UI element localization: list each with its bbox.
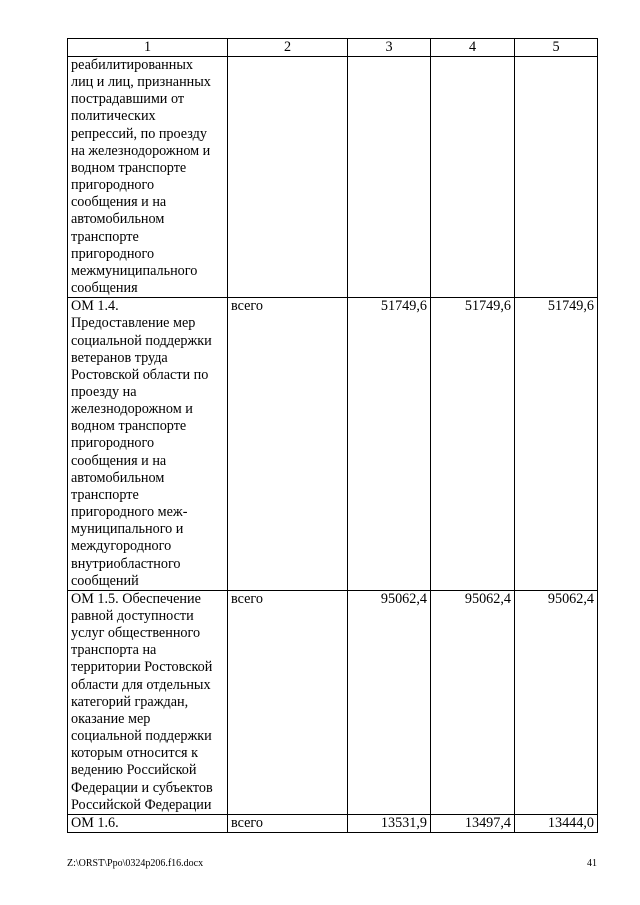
row-value-col-4 bbox=[431, 57, 515, 298]
name-line: внутриобластного bbox=[71, 555, 181, 572]
name-line: репрессий, по проезду bbox=[71, 125, 207, 142]
header-col-2: 2 bbox=[228, 39, 348, 57]
name-line: муниципального и bbox=[71, 521, 184, 538]
row-value-col-4: 13497,4 bbox=[431, 814, 515, 832]
row-name-cell bbox=[68, 298, 228, 591]
name-line: железнодорожном и bbox=[71, 401, 193, 418]
name-line: ветеранов труда bbox=[71, 349, 168, 366]
name-line: автомобильном bbox=[71, 211, 165, 228]
name-line: области для отдельных bbox=[71, 676, 211, 693]
name-line: ОМ 1.6. bbox=[71, 814, 119, 831]
header-col-5: 5 bbox=[515, 39, 598, 57]
name-line: транспорте bbox=[71, 486, 139, 503]
row-source-cell: всего bbox=[228, 590, 348, 814]
name-line: пострадавшими от bbox=[71, 91, 185, 108]
row-source-cell bbox=[228, 57, 348, 298]
row-value-col-3: 13531,9 bbox=[348, 814, 431, 832]
row-name-cell bbox=[68, 590, 228, 814]
table-row bbox=[68, 298, 598, 591]
row-source-cell: всего bbox=[228, 298, 348, 591]
header-col-4: 4 bbox=[431, 39, 515, 57]
name-line: реабилитированных bbox=[71, 57, 193, 73]
name-line: транспорте bbox=[71, 228, 139, 245]
row-value-col-4: 95062,4 bbox=[431, 590, 515, 814]
row-value-col-5: 13444,0 bbox=[515, 814, 598, 832]
name-line: территории Ростовской bbox=[71, 659, 213, 676]
budget-table bbox=[67, 38, 598, 833]
row-source-cell: всего bbox=[228, 814, 348, 832]
row-value-col-3: 51749,6 bbox=[348, 298, 431, 591]
name-line: пригородного меж- bbox=[71, 504, 188, 521]
name-line: социальной поддержки bbox=[71, 728, 212, 745]
name-line: Федерации и субъектов bbox=[71, 779, 213, 796]
name-line: межмуниципального bbox=[71, 262, 198, 279]
name-line: Российской Федерации bbox=[71, 796, 212, 813]
row-name-cell bbox=[68, 57, 228, 298]
name-line: ОМ 1.5. Обеспечение bbox=[71, 590, 201, 607]
name-line: равной доступности bbox=[71, 608, 194, 624]
name-line: сообщения и на bbox=[71, 194, 167, 211]
page-number: 41 bbox=[587, 858, 597, 869]
name-line: социальной поддержки bbox=[71, 332, 212, 349]
name-line: ведению Российской bbox=[71, 762, 197, 779]
name-line: междугородного bbox=[71, 538, 172, 555]
name-line: политических bbox=[71, 108, 156, 125]
row-value-col-5: 51749,6 bbox=[515, 298, 598, 591]
header-col-1: 1 bbox=[68, 39, 228, 57]
name-line: транспорта на bbox=[71, 642, 157, 659]
name-line: проезду на bbox=[71, 383, 137, 400]
row-value-col-4: 51749,6 bbox=[431, 298, 515, 591]
table-row bbox=[68, 814, 598, 832]
name-line: водном транспорте bbox=[71, 159, 187, 176]
row-value-col-5: 95062,4 bbox=[515, 590, 598, 814]
name-line: на железнодорожном и bbox=[71, 142, 211, 159]
name-line: лиц и лиц, признанных bbox=[71, 74, 211, 91]
name-line: автомобильном bbox=[71, 469, 165, 486]
row-name-cell bbox=[68, 814, 228, 832]
table-row bbox=[68, 590, 598, 814]
row-value-col-3 bbox=[348, 57, 431, 298]
name-line: пригородного bbox=[71, 245, 155, 262]
name-line: сообщения bbox=[71, 280, 138, 297]
header-col-3: 3 bbox=[348, 39, 431, 57]
row-value-col-3: 95062,4 bbox=[348, 590, 431, 814]
name-line: сообщения и на bbox=[71, 452, 167, 469]
row-value-col-5 bbox=[515, 57, 598, 298]
name-line: пригородного bbox=[71, 435, 155, 452]
header-row bbox=[68, 39, 598, 57]
name-line: которым относится к bbox=[71, 745, 199, 762]
name-line: Предоставление мер bbox=[71, 315, 196, 332]
footer-file-path: Z:\ORST\Ppo\0324p206.f16.docx bbox=[67, 858, 204, 869]
name-line: ОМ 1.4. bbox=[71, 298, 119, 315]
name-line: Ростовской области по bbox=[71, 366, 209, 383]
name-line: категорий граждан, bbox=[71, 693, 189, 710]
name-line: водном транспорте bbox=[71, 418, 187, 435]
name-line: сообщений bbox=[71, 572, 139, 589]
name-line: услуг общественного bbox=[71, 625, 201, 642]
name-line: оказание мер bbox=[71, 710, 151, 727]
table-row bbox=[68, 57, 598, 298]
name-line: пригородного bbox=[71, 177, 155, 194]
